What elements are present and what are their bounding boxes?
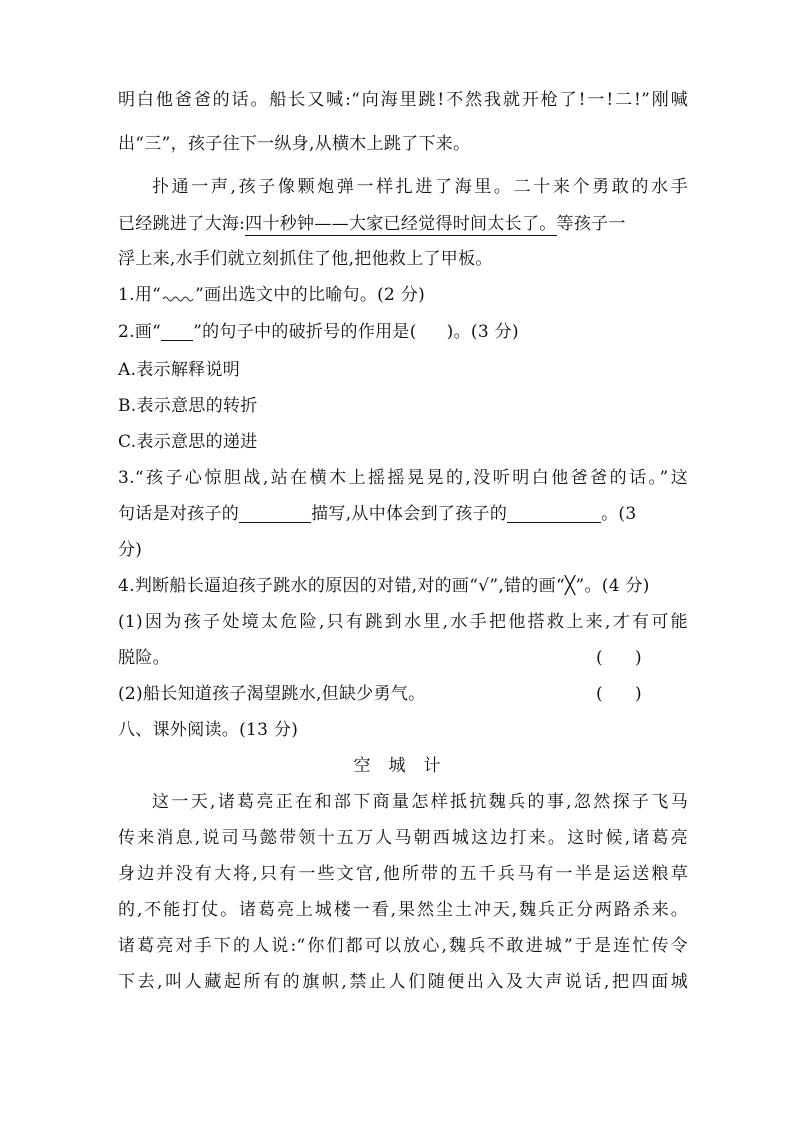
question-2 bbox=[118, 320, 688, 344]
question-4-1-line-1: (1)因为孩子处境太危险,只有跳到水里,水手把他搭救上来,才有可能 bbox=[118, 612, 688, 632]
passage-line-4 bbox=[118, 212, 688, 236]
passage-line-1: 明白他爸爸的话。船长又喊:“向海里跳!不然我就开枪了!一!二!”刚喊 bbox=[118, 90, 688, 110]
wavy-line-icon bbox=[161, 290, 195, 302]
question-3-line-1: 3.“孩子心惊胆战,站在横木上摇摇晃晃的,没听明白他爸爸的话。”这 bbox=[118, 468, 688, 488]
answer-blank-1[interactable] bbox=[239, 504, 311, 523]
reading-line-2: 传来消息,说司马懿带领十五万人马朝西城这边打来。这时候,诸葛亮 bbox=[118, 828, 688, 848]
reading-title: 空城计 bbox=[353, 756, 459, 776]
straight-line-mark bbox=[161, 322, 193, 341]
question-4-2: (2)船长知道孩子渴望跳水,但缺少勇气。 bbox=[118, 684, 426, 704]
option-c: C.表示意思的递进 bbox=[118, 432, 258, 452]
question-4: 4.判断船长逼迫孩子跳水的原因的对错,对的画“√”,错的画“╳”。(4 分) bbox=[118, 576, 650, 596]
question-4-1-line-2: 脱险。 bbox=[118, 648, 170, 668]
reading-line-3: 身边并没有大将,只有一些文官,他所带的五千兵马有一半是运送粮草 bbox=[118, 864, 688, 884]
answer-blank-2[interactable] bbox=[507, 504, 601, 523]
question-3-line-3: 分) bbox=[118, 540, 143, 560]
question-3-line-2 bbox=[118, 502, 688, 526]
passage-line-2: 出“三”，孩子往下一纵身,从横木上跳了下来。 bbox=[118, 134, 471, 154]
reading-line-5: 诸葛亮对手下的人说:“你们都可以放心,魏兵不敢进城”于是连忙传令 bbox=[118, 936, 688, 956]
question-1-start: 1.用“ bbox=[118, 285, 162, 305]
reading-line-1: 这一天,诸葛亮正在和部下商量怎样抵抗魏兵的事,忽然探子飞马 bbox=[152, 792, 688, 812]
passage-line-3: 扑通一声,孩子像颗炮弹一样扎进了海里。二十来个勇敢的水手 bbox=[152, 177, 688, 197]
passage-line-4-start: 已经跳进了大海: bbox=[118, 214, 246, 234]
question-2-end: )。(3 分) bbox=[446, 322, 519, 342]
question-2-middle: ”的句子中的破折号的作用是( bbox=[193, 322, 417, 342]
question-2-start: 2.画“ bbox=[118, 322, 162, 342]
passage-line-4-end: 等孩子一 bbox=[556, 214, 626, 234]
answer-paren-4-1[interactable]: ( ) bbox=[596, 648, 642, 668]
reading-line-6: 下去,叫人藏起所有的旗帜,禁止人们随便出入及大声说话,把四面城 bbox=[118, 972, 688, 992]
underlined-sentence: 四十秒钟——大家已经觉得时间太长了。 bbox=[245, 214, 557, 234]
reading-line-4: 的,不能打仗。诸葛亮上城楼一看,果然尘土冲天,魏兵正分两路杀来。 bbox=[118, 900, 688, 920]
question-1 bbox=[118, 283, 688, 307]
option-b: B.表示意思的转折 bbox=[118, 396, 258, 416]
question-3-text-c: 。(3 bbox=[601, 504, 637, 524]
question-1-end: ”画出选文中的比喻句。(2 分) bbox=[195, 285, 426, 305]
section-8-heading: 八、课外阅读。(13 分) bbox=[118, 720, 299, 740]
question-3-text-b: 描写,从中体会到了孩子的 bbox=[311, 504, 508, 524]
passage-line-5: 浮上来,水手们就立刻抓住了他,把他救上了甲板。 bbox=[118, 249, 493, 269]
answer-paren-4-2[interactable]: ( ) bbox=[596, 684, 642, 704]
question-3-text-a: 句话是对孩子的 bbox=[118, 504, 240, 524]
option-a: A.表示解释说明 bbox=[118, 360, 241, 380]
